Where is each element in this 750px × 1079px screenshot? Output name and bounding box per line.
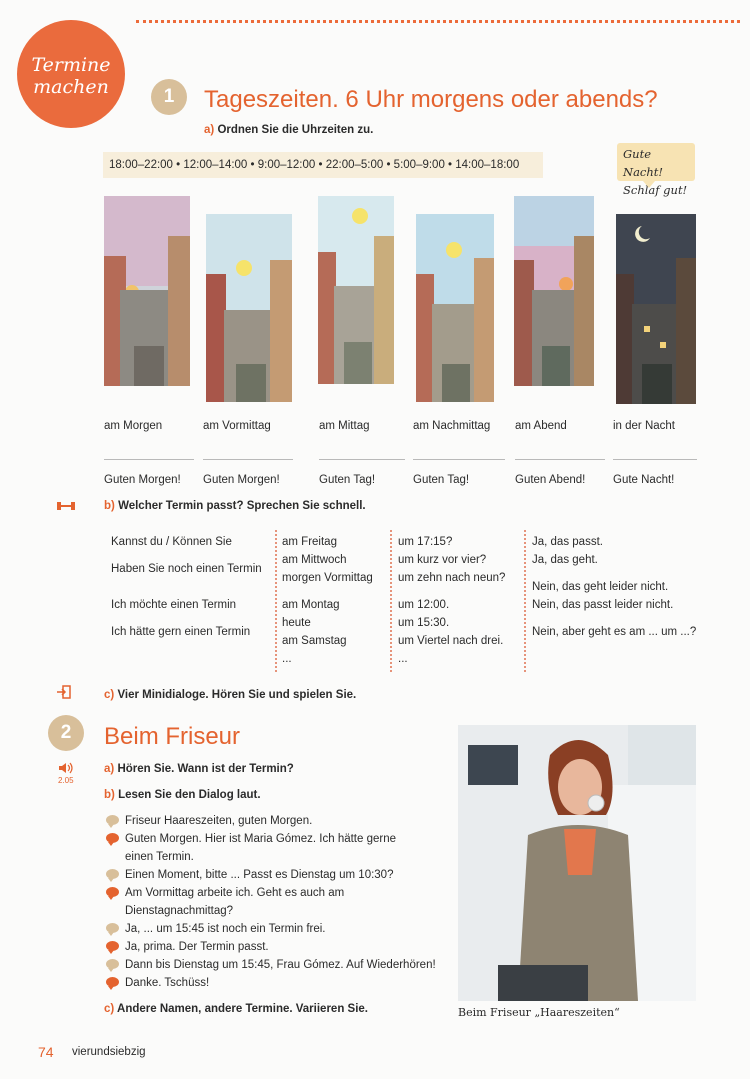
- speech-bubble-icon: [106, 923, 119, 933]
- task-1a: a) Ordnen Sie die Uhrzeiten zu.: [204, 124, 374, 136]
- chapter-badge: [17, 20, 125, 128]
- dialog-line: Danke. Tschüss!: [106, 974, 209, 992]
- answer-line-1[interactable]: [104, 459, 194, 460]
- task-2a: a) Hören Sie. Wann ist der Termin?: [104, 763, 294, 775]
- illustration-evening: [514, 196, 594, 386]
- greeting-6: Gute Nacht!: [613, 474, 675, 486]
- illustration-afternoon: [416, 214, 494, 402]
- col2-item: am Freitag: [282, 536, 337, 548]
- dialog-line: Guten Morgen. Hier ist Maria Gómez. Ich hätte gerne: [106, 830, 396, 848]
- col4-item: Nein, das geht leider nicht.: [532, 581, 669, 593]
- exercise-number-2: 2: [48, 715, 84, 751]
- greeting-3: Guten Tag!: [319, 474, 376, 486]
- col2-item: am Mittwoch: [282, 554, 347, 566]
- task-2c: c) Andere Namen, andere Termine. Variieren Sie.: [104, 1003, 368, 1015]
- col2-item: am Samstag: [282, 635, 347, 647]
- illustration-forenoon: [206, 214, 292, 402]
- speech-bubble-icon: [106, 941, 119, 951]
- col1-item: Haben Sie noch einen Termin: [111, 563, 262, 575]
- badge-line1: Termine: [31, 54, 111, 76]
- speech-bubble-icon: [106, 887, 119, 897]
- dialog-line: Ja, prima. Der Termin passt.: [106, 938, 269, 956]
- column-divider: [275, 530, 277, 672]
- audio-track-number: 2.05: [58, 776, 74, 785]
- col4-item: Nein, aber geht es am ... um ...?: [532, 626, 697, 638]
- task-1b: b) Welcher Termin passt? Sprechen Sie schnell.: [104, 500, 366, 512]
- col3-item: um Viertel nach drei.: [398, 635, 504, 647]
- hairdresser-photo: [458, 725, 696, 1001]
- exercise-title-1: Tageszeiten. 6 Uhr morgens oder abends?: [204, 86, 658, 113]
- col1-item: Ich möchte einen Termin: [111, 599, 237, 611]
- exercise-number-1: 1: [151, 79, 187, 115]
- answer-line-2[interactable]: [203, 459, 293, 460]
- greeting-1: Guten Morgen!: [104, 474, 181, 486]
- pair-work-icon: [57, 500, 75, 512]
- audio-speaker-icon[interactable]: [58, 762, 74, 774]
- col1-item: Ich hätte gern einen Termin: [111, 626, 251, 638]
- time-ranges-box: 18:00–22:00 • 12:00–14:00 • 9:00–12:00 • 22:00–5:00 • 5:00–9:00 • 14:00–18:00: [103, 152, 543, 178]
- header-dotted-line: [136, 20, 740, 23]
- column-divider: [390, 530, 392, 672]
- col4-item: Nein, das passt leider nicht.: [532, 599, 674, 611]
- dialog-line-continued: Dienstagnachmittag?: [125, 905, 234, 917]
- dialog-line: Dann bis Dienstag um 15:45, Frau Gómez. Auf Wiederhören!: [106, 956, 436, 974]
- dialog-line: Am Vormittag arbeite ich. Geht es auch am: [106, 884, 344, 902]
- col2-item: morgen Vormittag: [282, 572, 373, 584]
- column-divider: [524, 530, 526, 672]
- panel-label-4: am Nachmittag: [413, 420, 491, 432]
- panel-label-3: am Mittag: [319, 420, 370, 432]
- col3-item: um kurz vor vier?: [398, 554, 487, 566]
- col3-item: um 15:30.: [398, 617, 450, 629]
- speech-bubble-icon: [106, 869, 119, 879]
- greeting-4: Guten Tag!: [413, 474, 470, 486]
- speech-bubble-icon: [106, 815, 119, 825]
- page-number: 74: [38, 1044, 54, 1060]
- exercise-title-2: Beim Friseur: [104, 723, 241, 750]
- speech-bubble: Gute Nacht! Schlaf gut!: [617, 143, 695, 181]
- illustration-night: [616, 214, 696, 404]
- answer-line-6[interactable]: [613, 459, 697, 460]
- speech-bubble-icon: [106, 833, 119, 843]
- answer-line-3[interactable]: [319, 459, 405, 460]
- col4-item: Ja, das geht.: [532, 554, 598, 566]
- photo-caption: Beim Friseur „Haareszeiten“: [458, 1006, 620, 1019]
- col4-item: Ja, das passt.: [532, 536, 603, 548]
- dialog-line: Ja, ... um 15:45 ist noch ein Termin frei.: [106, 920, 326, 938]
- illustration-morning: [104, 196, 190, 386]
- panel-label-2: am Vormittag: [203, 420, 271, 432]
- badge-line2: machen: [33, 76, 109, 98]
- dialog-line: Einen Moment, bitte ... Passt es Dienstag um 10:30?: [106, 866, 393, 884]
- col2-item: am Montag: [282, 599, 340, 611]
- panel-label-5: am Abend: [515, 420, 567, 432]
- col1-item: Kannst du / Können Sie: [111, 536, 232, 548]
- dialog-line-continued: einen Termin.: [125, 851, 194, 863]
- speech-bubble-icon: [106, 959, 119, 969]
- speech-bubble-icon: [106, 977, 119, 987]
- enter-role-play-icon: [57, 685, 71, 699]
- col2-item: heute: [282, 617, 311, 629]
- panel-label-1: am Morgen: [104, 420, 163, 432]
- panel-label-6: in der Nacht: [613, 420, 676, 432]
- illustration-noon: [318, 196, 394, 384]
- dialog-line: Friseur Haareszeiten, guten Morgen.: [106, 812, 312, 830]
- col3-item: ...: [398, 653, 408, 665]
- col3-item: um 12:00.: [398, 599, 450, 611]
- greeting-2: Guten Morgen!: [203, 474, 280, 486]
- greeting-5: Guten Abend!: [515, 474, 586, 486]
- col3-item: um 17:15?: [398, 536, 453, 548]
- task-2b: b) Lesen Sie den Dialog laut.: [104, 789, 261, 801]
- task-1c: c) Vier Minidialoge. Hören Sie und spielen Sie.: [104, 689, 357, 701]
- page-number-word: vierundsiebzig: [72, 1046, 146, 1058]
- col2-item: ...: [282, 653, 292, 665]
- answer-line-5[interactable]: [515, 459, 605, 460]
- col3-item: um zehn nach neun?: [398, 572, 506, 584]
- answer-line-4[interactable]: [413, 459, 505, 460]
